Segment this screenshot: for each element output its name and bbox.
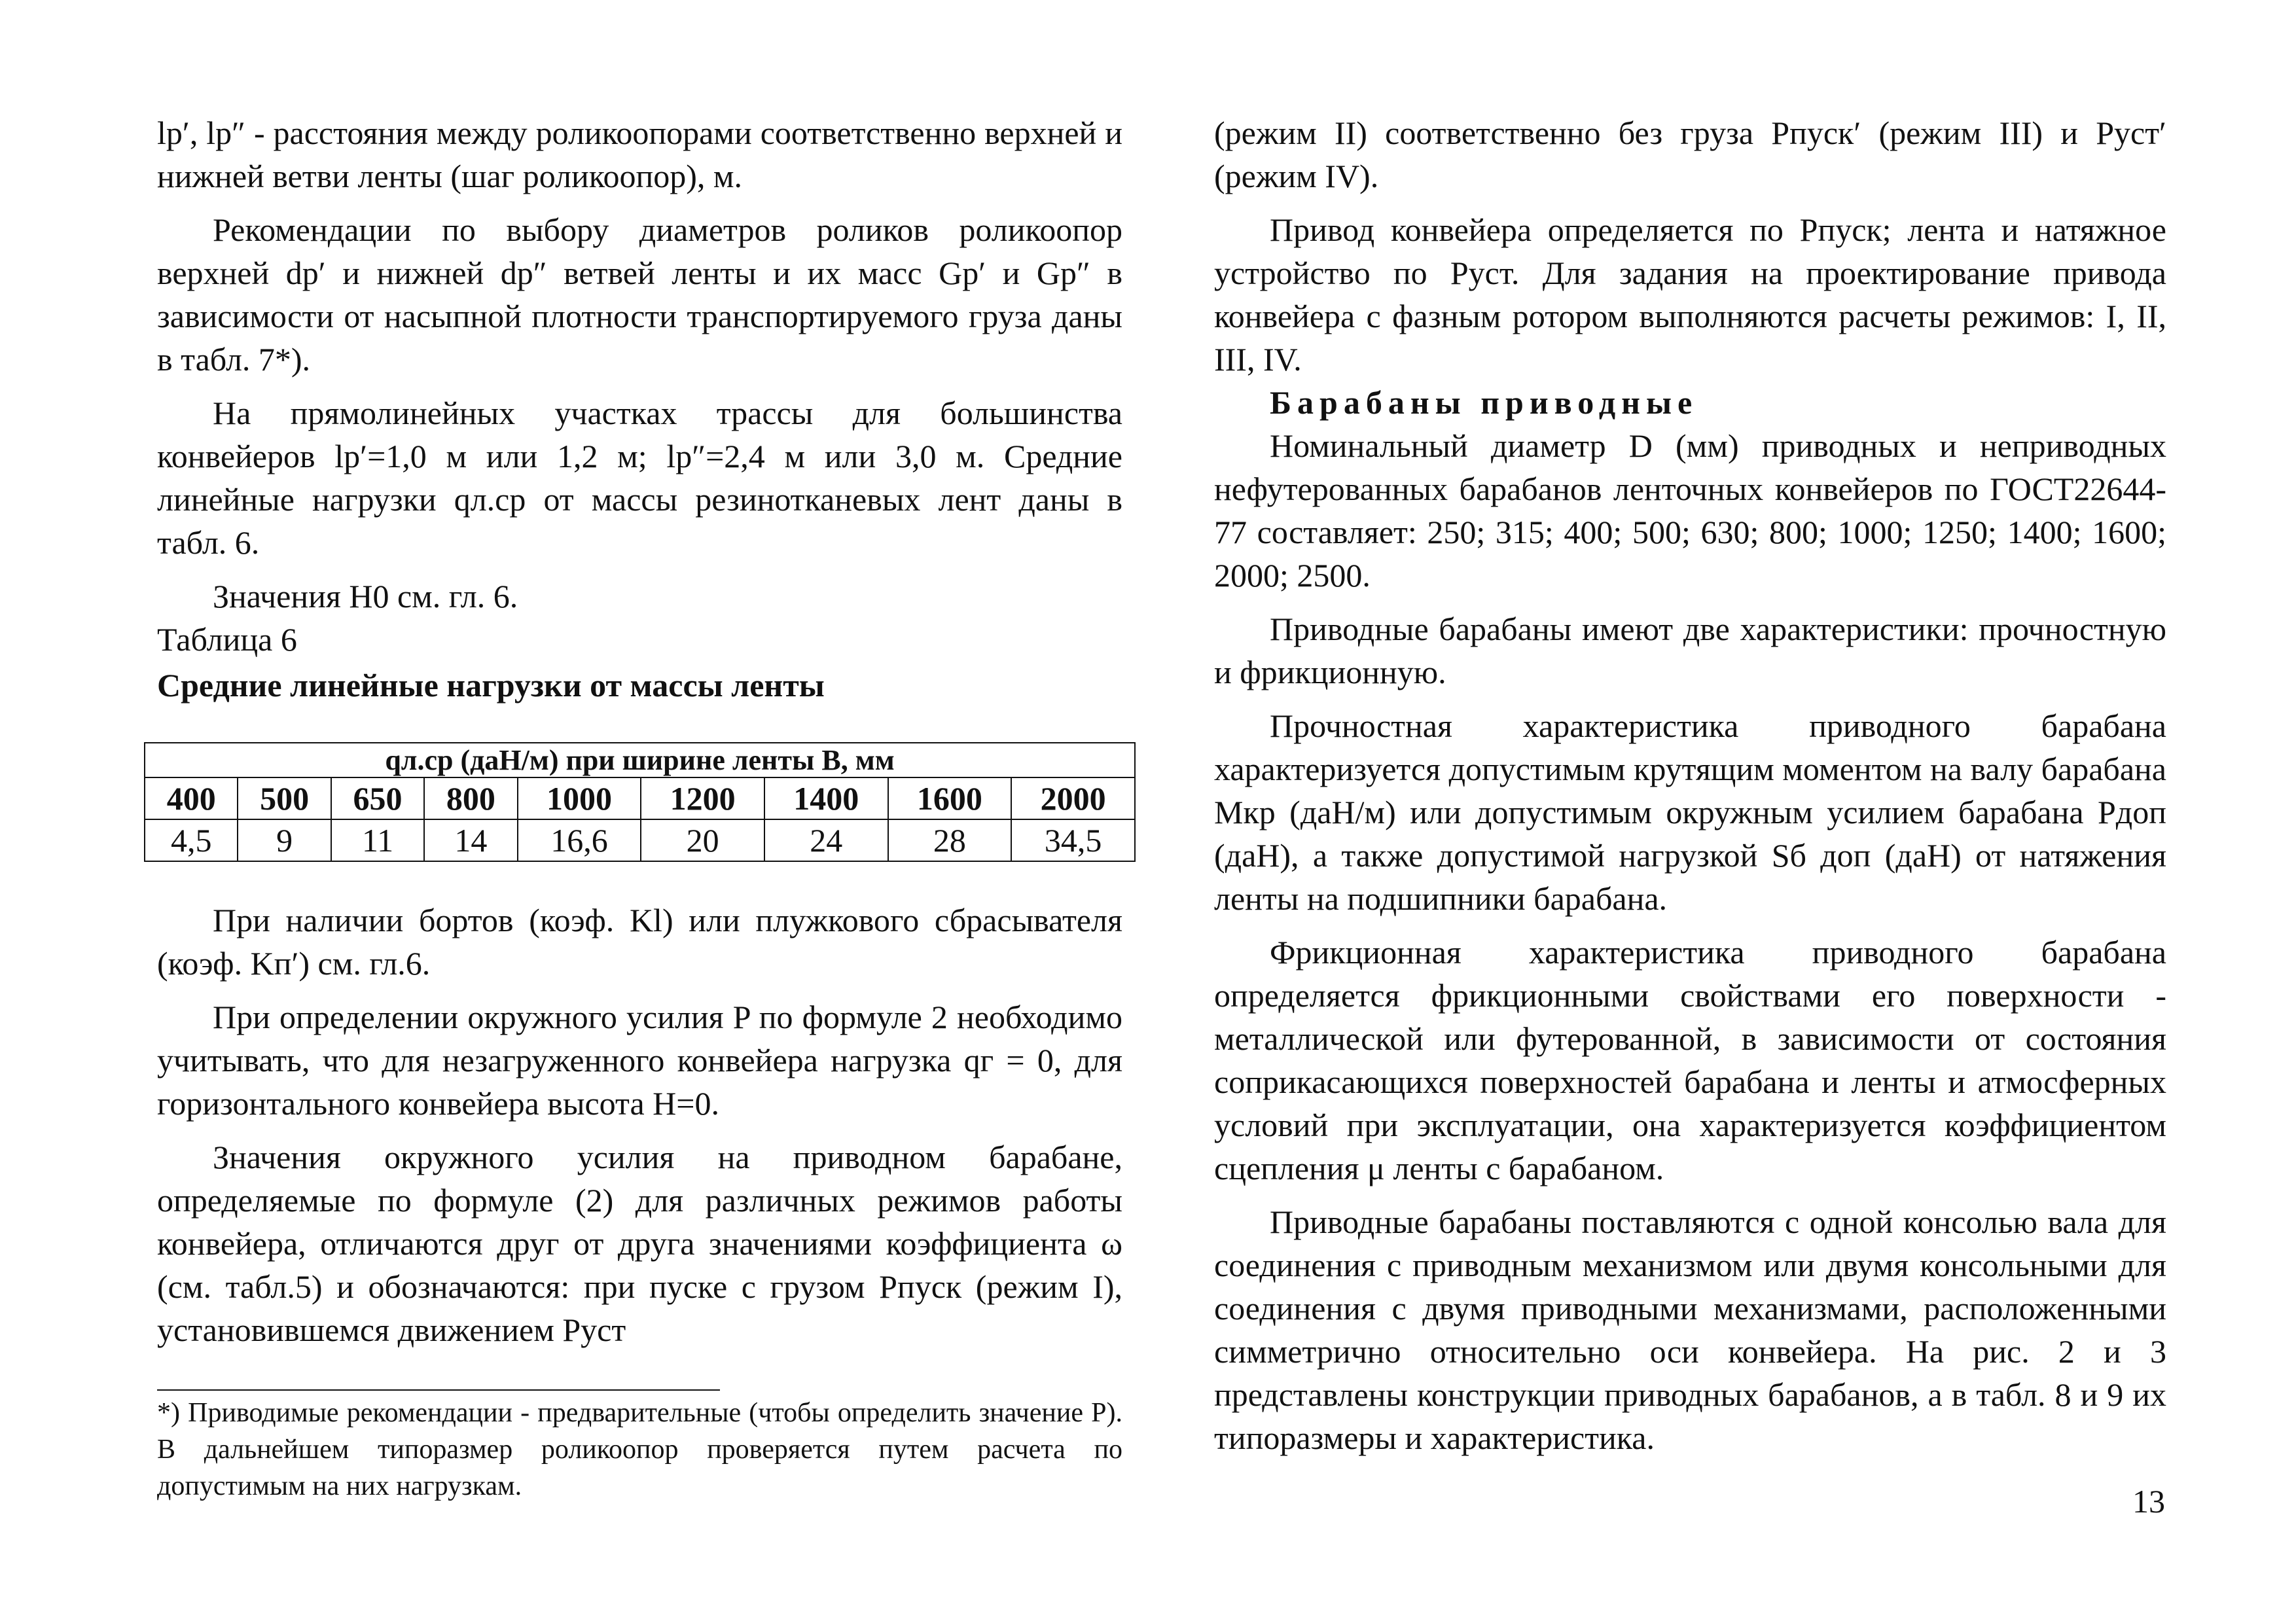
paragraph: Привод конвейера определяется по Pпуск; лента и натяжное устройство по Pуст. Для задания на проектирование привода конвейера с фазным ротором выполняются расчеты режимов: I, II, III, IV. (1214, 211, 2166, 378)
right-column (1214, 111, 2166, 1459)
page-number: 13 (2132, 1483, 2165, 1520)
left-column (157, 111, 1122, 1505)
table-cell: 16,6 (518, 819, 641, 861)
paragraph: Приводные барабаны имеют две характеристики: прочностную и фрикционную. (1214, 611, 2166, 690)
table-cell: 1000 (518, 777, 641, 819)
paragraph: При определении окружного усилия P по формуле 2 необходимо учитывать, что для незагруженного конвейера нагрузка qг = 0, для горизонтального конвейера высота H=0. (157, 999, 1122, 1122)
paragraph: Номинальный диаметр D (мм) приводных и неприводных нефутерованных барабанов ленточных конвейеров по ГОСТ22644-77 составляет: 250; 315; 400; 500; 630; 800; 1000; 1250; 1400; 1600; 2000; 2500. (1214, 427, 2166, 594)
table-cell: 34,5 (1011, 819, 1135, 861)
paragraph: (режим II) соответственно без груза Pпуск′ (режим III) и Pуст′ (режим IV). (1214, 115, 2166, 194)
section-heading: Барабаны приводные (1270, 384, 1698, 421)
paragraph: На прямолинейных участках трассы для большинства конвейеров lр′=1,0 м или 1,2 м; lр″=2,4 м или 3,0 м. Средние линейные нагрузки qл.ср от массы резинотканевых лент даны в табл. 6. (157, 395, 1122, 561)
table-header: qл.ср (даН/м) при ширине ленты B, мм (145, 743, 1135, 777)
paragraph: Рекомендации по выбору диаметров роликов роликоопор верхней dр′ и нижней dр″ ветвей ленты и их масс Gр′ и Gр″ в зависимости от насыпной плотности транспортируемого груза даны в табл. 7*). (157, 211, 1122, 378)
table-cell: 28 (888, 819, 1012, 861)
belt-load-table (144, 742, 1136, 862)
footnote-divider (157, 1389, 720, 1391)
table-cell: 400 (145, 777, 238, 819)
table-cell: 20 (641, 819, 764, 861)
paragraph: Значения H0 см. гл. 6. (213, 578, 518, 615)
paragraph: Приводные барабаны поставляются с одной консолью вала для соединения с приводным механизмом или двумя консольными для соединения с двумя приводными механизмами, расположенными симметрично относительно оси конвейера. На рис. 2 и 3 представлены конструкции приводных барабанов, а в табл. 8 и 9 их типоразмеры и характеристика. (1214, 1204, 2166, 1456)
table-cell: 1200 (641, 777, 764, 819)
table-cell: 650 (331, 777, 424, 819)
table-cell: 11 (331, 819, 424, 861)
table-cell: 800 (424, 777, 517, 819)
paragraph: Прочностная характеристика приводного барабана характеризуется допустимым крутящим моментом на валу барабана Mкр (даН/м) или допустимым окружным усилием барабана Pдоп (даН), а также допустимой нагрузкой Sб доп (даН) от натяжения ленты на подшипники барабана. (1214, 707, 2166, 917)
table-cell: 500 (238, 777, 331, 819)
table-cell: 9 (238, 819, 331, 861)
table-cell: 14 (424, 819, 517, 861)
footnote: *) Приводимые рекомендации - предварительные (чтобы определить значение P). В дальнейшем типоразмер роликоопор проверяется путем расчета по допустимым на них нагрузкам. (157, 1398, 1122, 1501)
table-cell: 1400 (764, 777, 888, 819)
paragraph: lр′, lр″ - расстояния между роликоопорами соответственно верхней и нижней ветви ленты (шаг роликоопор), м. (157, 115, 1122, 194)
table-cell: 4,5 (145, 819, 238, 861)
table-cell: 1600 (888, 777, 1012, 819)
table-row-loads (145, 819, 1135, 861)
table-title: Средние линейные нагрузки от массы ленты (157, 667, 825, 704)
table-header-row (145, 743, 1135, 777)
table-cell: 24 (764, 819, 888, 861)
table-cell: 2000 (1011, 777, 1135, 819)
table-caption: Таблица 6 (157, 621, 297, 658)
paragraph: Значения окружного усилия на приводном барабане, определяемые по формуле (2) для различных режимов работы конвейера, отличаются друг от друга значениями коэффициента ω (см. табл.5) и обозначаются: при пуске с грузом Pпуск (режим I), установившемся движением Pуст (157, 1139, 1122, 1348)
paragraph: Фрикционная характеристика приводного барабана определяется фрикционными свойствами его поверхности - металлической или футерованной, в зависимости от состояния соприкасающихся поверхностей барабана и ленты и атмосферных условий при эксплуатации, она характеризуется коэффициентом сцепления μ ленты с барабаном. (1214, 934, 2166, 1186)
paragraph: При наличии бортов (коэф. Kl) или плужкового сбрасывателя (коэф. Kп′) см. гл.6. (157, 902, 1122, 982)
table-row-widths (145, 777, 1135, 819)
